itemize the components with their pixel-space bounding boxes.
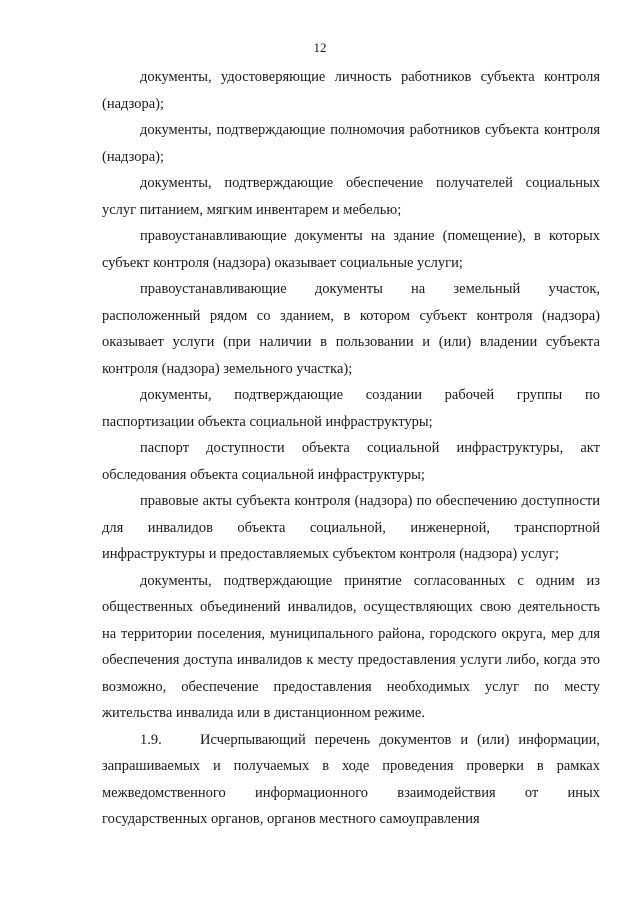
paragraph-accessibility-measures: документы, подтверждающие принятие согласованных с одним из общественных объединений инвалидов, осуществляющих свою деятельность на территории поселения, муниципального района, городского округа, мер для обеспечения доступа инвалидов к месту предоставления услуги либо, когда это возможно, обеспечение предоставления необходимых услуг по месту жительства инвалида или в дистанционном режиме. (102, 572, 600, 721)
paragraph-authority-documents: документы, подтверждающие полномочия работников субъекта контроля (надзора); (102, 122, 600, 165)
paragraph-legal-acts: правовые акты субъекта контроля (надзора) по обеспечению доступности для инвалидов объекта социальной, инженерной, транспортной инфраструктуры и предоставляемых субъектом контроля (надзора) услуг; (102, 493, 600, 562)
paragraph-accessibility-passport: паспорт доступности объекта социальной инфраструктуры, акт обследования объекта социальной инфраструктуры; (102, 440, 600, 483)
paragraph-building-title-documents: правоустанавливающие документы на здание (помещение), в которых субъект контроля (надзора) оказывает социальные услуги; (102, 228, 600, 271)
item-number: 1.9. (140, 731, 162, 748)
paragraph-identity-documents: документы, удостоверяющие личность работников субъекта контроля (надзора); (102, 69, 600, 112)
section-item-1-9 (102, 727, 600, 833)
item-text: Исчерпывающий перечень документов и (или) информации, запрашиваемых и получаемых в ходе проведения проверки в рамках межведомственного информационного взаимодействия от иных государственных органов, органов местного самоуправления (102, 731, 600, 827)
paragraph-land-title-documents: правоустанавливающие документы на земельный участок, расположенный рядом со зданием, в котором субъект контроля (надзора) оказывает услуги (при наличии в пользовании и (или) владении субъекта контроля (надзора) земельного участка); (102, 281, 600, 377)
page-number: 12 (313, 40, 327, 55)
document-body (102, 64, 600, 833)
paragraph-provision-documents: документы, подтверждающие обеспечение получателей социальных услуг питанием, мягким инвентарем и мебелью; (102, 175, 600, 218)
paragraph-working-group-documents: документы, подтверждающие создании рабочей группы по паспортизации объекта социальной инфраструктуры; (102, 387, 600, 430)
